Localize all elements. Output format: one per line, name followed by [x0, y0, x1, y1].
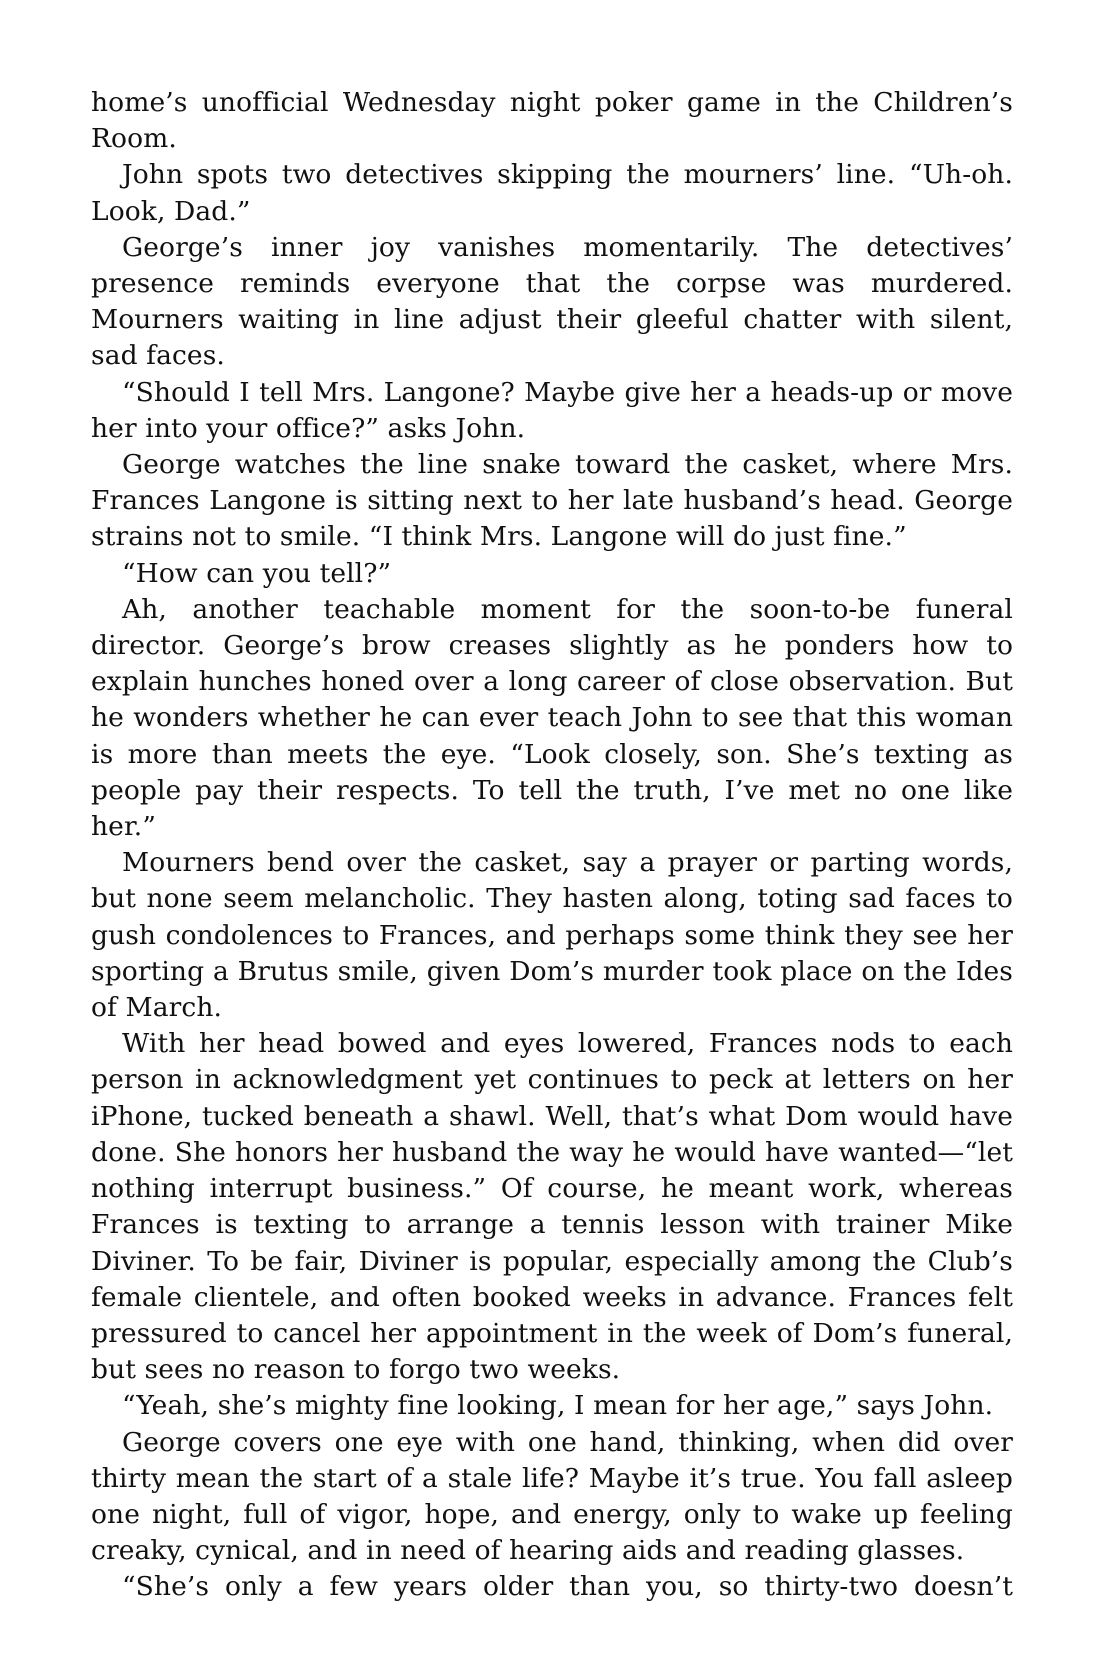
paragraph: “Yeah, she’s mighty fine looking, I mean for her age,” says John.	[122, 1390, 994, 1422]
paragraph: George’s inner joy vanishes momentarily. The detectives’ presence reminds everyone that the corpse was murdered. Mourners waiting in line adjust their gleeful chatter with silent, sad faces.	[91, 231, 1013, 372]
paragraph: “Should I tell Mrs. Langone? Maybe give her a heads-up or move her into your office?” asks John.	[91, 376, 1013, 444]
paragraph-continuation: home’s unofficial Wednesday night poker game in the Children’s Room.	[91, 87, 1013, 155]
paragraph: Mourners bend over the casket, say a prayer or parting words, but none seem melancholic. They hasten along, toting sad faces to gush condolences to Frances, and perhaps some think they see her sporting a Brutus smile, given Dom’s murder took place on the Ides of March.	[91, 847, 1013, 1024]
book-page-text	[91, 85, 1013, 1606]
paragraph: George watches the line snake toward the casket, where Mrs. Frances Langone is sitting next to her late husband’s head. George strains not to smile. “I think Mrs. Langone will do just fine.”	[91, 449, 1013, 553]
paragraph: With her head bowed and eyes lowered, Frances nods to each person in acknowledgment yet continues to peck at letters on her iPhone, tucked beneath a shawl. Well, that’s what Dom would have done. She honors her husband the way he would have wanted—“let nothing interrupt business.” Of course, he meant work, whereas Frances is texting to arrange a tennis lesson with trainer Mike Diviner. To be fair, Diviner is popular, especially among the Club’s female clientele, and often booked weeks in advance. Frances felt pressured to cancel her appointment in the week of Dom’s funeral, but sees no reason to forgo two weeks.	[91, 1028, 1013, 1386]
paragraph: George covers one eye with one hand, thinking, when did over thirty mean the start of a stale life? Maybe it’s true. You fall asleep one night, full of vigor, hope, and energy, only to wake up feeling creaky, cynical, and in need of hearing aids and reading glasses.	[91, 1426, 1013, 1567]
paragraph: John spots two detectives skipping the mourners’ line. “Uh-oh. Look, Dad.”	[91, 159, 1013, 227]
paragraph: “How can you tell?”	[122, 557, 392, 589]
paragraph: Ah, another teachable moment for the soon-to-be funeral director. George’s brow creases slightly as he ponders how to explain hunches honed over a long career of close observation. But he wonders whether he can ever teach John to see that this woman is more than meets the eye. “Look closely, son. She’s texting as people pay their respects. To tell the truth, I’ve met no one like her.”	[91, 593, 1013, 843]
paragraph-continues-next-page: “She’s only a few years older than you, so thirty-two doesn’t	[122, 1571, 1013, 1603]
